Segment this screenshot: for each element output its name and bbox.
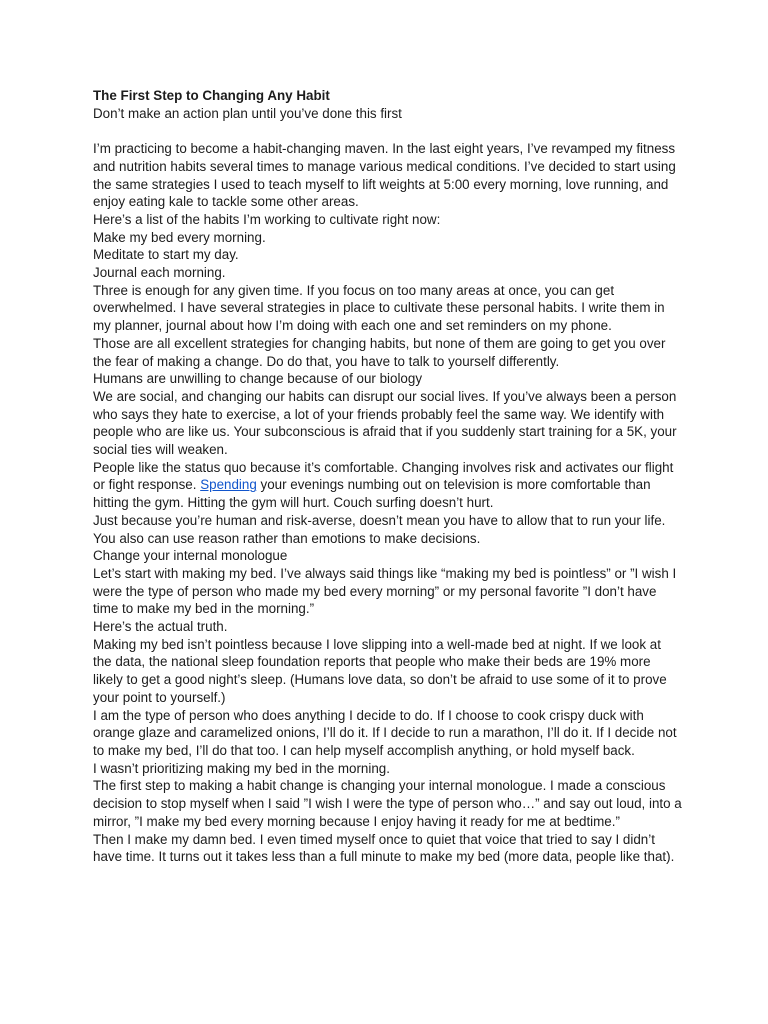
spending-link[interactable]: Spending: [200, 477, 257, 493]
paragraph-spacer: [93, 122, 683, 140]
habit-item-bed: Make my bed every morning.: [93, 229, 266, 245]
paragraph-start: Let’s start with making my bed. I’ve always said things like “making my bed is pointless” or ”I wish I were the type of person who made my bed every morning” or my personal favorite ”I don’t have time to make my bed in the morning.”: [93, 565, 677, 617]
heading-biology: Humans are unwilling to change because of our biology: [93, 371, 423, 387]
paragraph-strategies: Those are all excellent strategies for changing habits, but none of them are going to get you over the fear of making a change. Do do that, you have to talk to yourself differently.: [93, 335, 666, 369]
paragraph-list-intro: Here’s a list of the habits I’m working to cultivate right now:: [93, 211, 441, 227]
paragraph-social: We are social, and changing our habits can disrupt our social lives. If you’ve always been a person who says they hate to exercise, a lot of your friends probably feel the same way. We identify with people who are like us. Your subconscious is afraid that if you suddenly start training for a 5K, your social ties will weaken.: [93, 388, 677, 458]
document-title: The First Step to Changing Any Habit: [93, 88, 330, 103]
paragraph-prioritizing: I wasn’t prioritizing making my bed in the morning.: [93, 760, 390, 776]
document-body: [93, 87, 683, 866]
paragraph-human: Just because you’re human and risk-averse, doesn’t mean you have to allow that to run your life. You also can use reason rather than emotions to make decisions.: [93, 512, 666, 546]
habit-item-meditate: Meditate to start my day.: [93, 247, 239, 263]
heading-monologue: Change your internal monologue: [93, 548, 288, 564]
document-subtitle: Don’t make an action plan until you’ve done this first: [93, 105, 402, 121]
paragraph-status-quo: [93, 459, 683, 512]
paragraph-three: Three is enough for any given time. If you focus on too many areas at once, you can get overwhelmed. I have several strategies in place to cultivate these personal habits. I write them in my planner, journal about how I’m doing with each one and set reminders on my phone.: [93, 282, 665, 334]
status-text-before: People like the status quo because it’s comfortable. Changing involves risk and activates our flight or fight response.: [93, 459, 674, 493]
paragraph-pointless: Making my bed isn’t pointless because I love slipping into a well-made bed at night. If we look at the data, the national sleep foundation reports that people who make their beds are 19% more likely to get a good night’s sleep. (Humans love data, so don’t be afraid to use some of it to prove your point to yourself.): [93, 636, 667, 705]
habit-item-journal: Journal each morning.: [93, 265, 226, 281]
paragraph-intro: I’m practicing to become a habit-changing maven. In the last eight years, I’ve revamped my fitness and nutrition habits several times to manage various medical conditions. I’ve decided to start using the same strategies I used to teach myself to lift weights at 5:00 every morning, love running, and enjoy eating kale to tackle some other areas.: [93, 141, 676, 210]
paragraph-type: I am the type of person who does anything I decide to do. If I choose to cook crispy duck with orange glaze and caramelized onions, I’ll do it. If I decide to run a marathon, I’ll do it. If I decide not to make my bed, I’ll do that too. I can help myself accomplish anything, or hold myself back.: [93, 707, 677, 758]
status-text-after: your evenings numbing out on television is more comfortable than hitting the gym. Hitting the gym will hurt. Couch surfing doesn’t hurt.: [93, 477, 651, 511]
paragraph-truth: Here’s the actual truth.: [93, 619, 228, 635]
paragraph-first-step: The first step to making a habit change is changing your internal monologue. I made a conscious decision to stop myself when I said ”I wish I were the type of person who…” and say out loud, into a mirror, ”I make my bed every morning because I enjoy having it ready for me at bedtime.”: [93, 778, 682, 829]
paragraph-damn-bed: Then I make my damn bed. I even timed myself once to quiet that voice that tried to say I didn’t have time. It turns out it takes less than a full minute to make my bed (more data, people like that).: [93, 831, 675, 865]
